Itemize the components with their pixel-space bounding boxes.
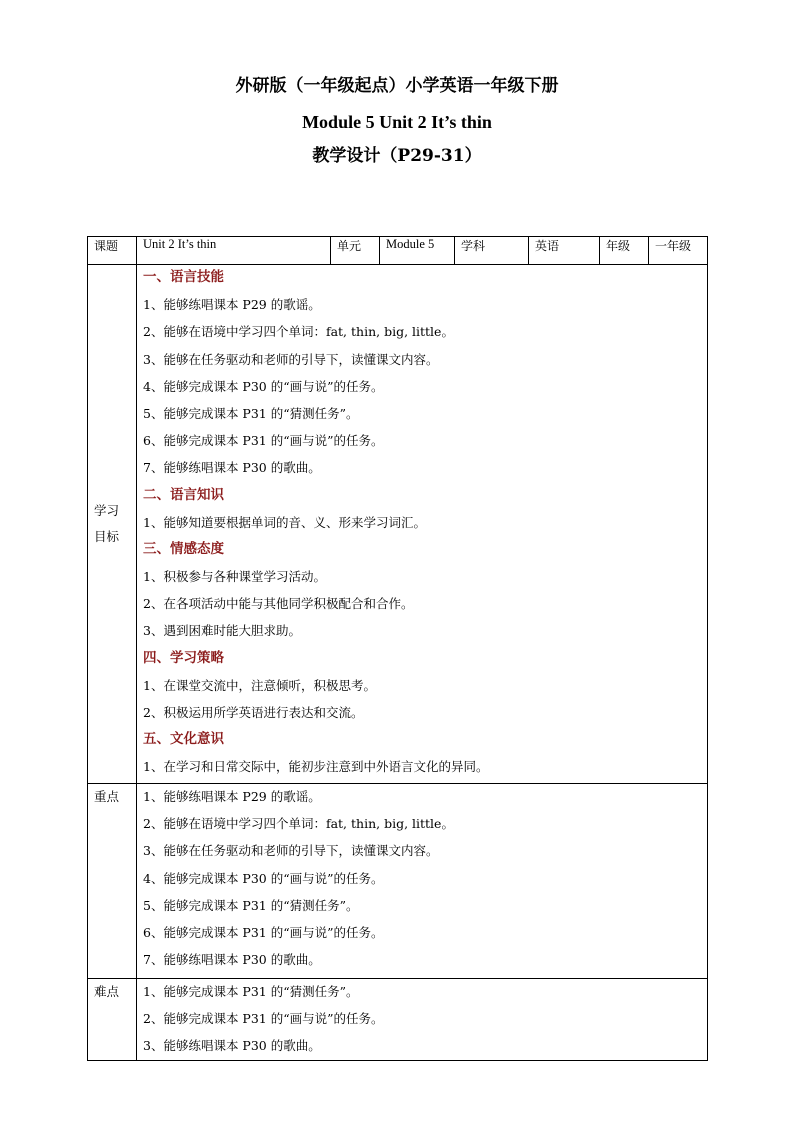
document-title-block: [0, 76, 794, 166]
title-module-unit: Module 5 Unit 2 It’s thin: [302, 112, 492, 132]
goal-item: 1、能够练唱课本 P29 的歌谣。: [143, 297, 321, 313]
subject-label: 学科: [455, 237, 529, 265]
difficulty-item: 3、能够练唱课本 P30 的歌曲。: [143, 1038, 321, 1054]
key-point-item: 3、能够在任务驱动和老师的引导下，读懂课文内容。: [143, 843, 439, 859]
key-points-content: [137, 784, 708, 979]
goals-content: [137, 265, 708, 784]
title-textbook: 外研版（一年级起点）小学英语一年级下册: [235, 76, 559, 96]
difficulties-label: 难点: [88, 979, 137, 1061]
header-row: [88, 237, 708, 265]
section-heading: 四、学习策略: [143, 649, 224, 666]
goal-item: 2、在各项活动中能与其他同学积极配合和合作。: [143, 596, 414, 612]
difficulty-item: 1、能够完成课本 P31 的“猜测任务”。: [143, 984, 359, 999]
key-point-item: 6、能够完成课本 P31 的“画与说”的任务。: [143, 924, 384, 940]
goal-item: 3、能够在任务驱动和老师的引导下，读懂课文内容。: [143, 351, 439, 367]
goal-item: 2、积极运用所学英语进行表达和交流。: [143, 705, 364, 720]
goals-label-cell: [88, 265, 137, 784]
goals-row: [88, 265, 708, 784]
grade-label: 年级: [600, 237, 649, 265]
key-points-label: 重点: [88, 784, 137, 979]
goal-item: 6、能够完成课本 P31 的“画与说”的任务。: [143, 433, 384, 449]
grade-value: 一年级: [649, 237, 708, 265]
section-heading: 二、语言知识: [143, 486, 224, 503]
goal-item: 1、能够知道要根据单词的音、义、形来学习词汇。: [143, 514, 426, 530]
topic-value: Unit 2 It’s thin: [137, 237, 331, 265]
difficulties-row: [88, 979, 708, 1061]
difficulty-item: 2、能够完成课本 P31 的“画与说”的任务。: [143, 1011, 384, 1027]
key-point-item: 2、能够在语境中学习四个单词：fat, thin, big, little。: [143, 816, 454, 832]
lesson-plan-table: [87, 236, 708, 1061]
goal-item: 2、能够在语境中学习四个单词：fat, thin, big, little。: [143, 324, 454, 340]
goals-label-line1: 学习: [94, 503, 120, 518]
goal-item: 1、积极参与各种课堂学习活动。: [143, 569, 326, 585]
topic-label: 课题: [88, 237, 137, 265]
goal-item: 1、在课堂交流中，注意倾听，积极思考。: [143, 677, 376, 693]
key-point-item: 5、能够完成课本 P31 的“猜测任务”。: [143, 897, 359, 913]
goals-label-line2: 目标: [94, 529, 120, 544]
section-heading: 三、情感态度: [143, 540, 224, 557]
goal-item: 3、遇到困难时能大胆求助。: [143, 623, 301, 639]
section-heading: 一、语言技能: [143, 269, 224, 285]
key-point-item: 7、能够练唱课本 P30 的歌曲。: [143, 952, 321, 968]
key-point-item: 4、能够完成课本 P30 的“画与说”的任务。: [143, 870, 384, 886]
goal-item: 4、能够完成课本 P30 的“画与说”的任务。: [143, 378, 384, 394]
difficulties-content: [137, 979, 708, 1061]
goal-item: 7、能够练唱课本 P30 的歌曲。: [143, 460, 321, 476]
key-point-item: 1、能够练唱课本 P29 的歌谣。: [143, 789, 321, 804]
unit-value: Module 5: [380, 237, 455, 265]
key-points-row: [88, 784, 708, 979]
goal-item: 1、在学习和日常交际中，能初步注意到中外语言文化的异同。: [143, 759, 489, 775]
subject-value: 英语: [529, 237, 600, 265]
section-heading: 五、文化意识: [143, 731, 224, 748]
unit-label: 单元: [331, 237, 380, 265]
title-teaching-design: 教学设计（P29-31）: [312, 146, 482, 166]
goal-item: 5、能够完成课本 P31 的“猜测任务”。: [143, 405, 359, 421]
